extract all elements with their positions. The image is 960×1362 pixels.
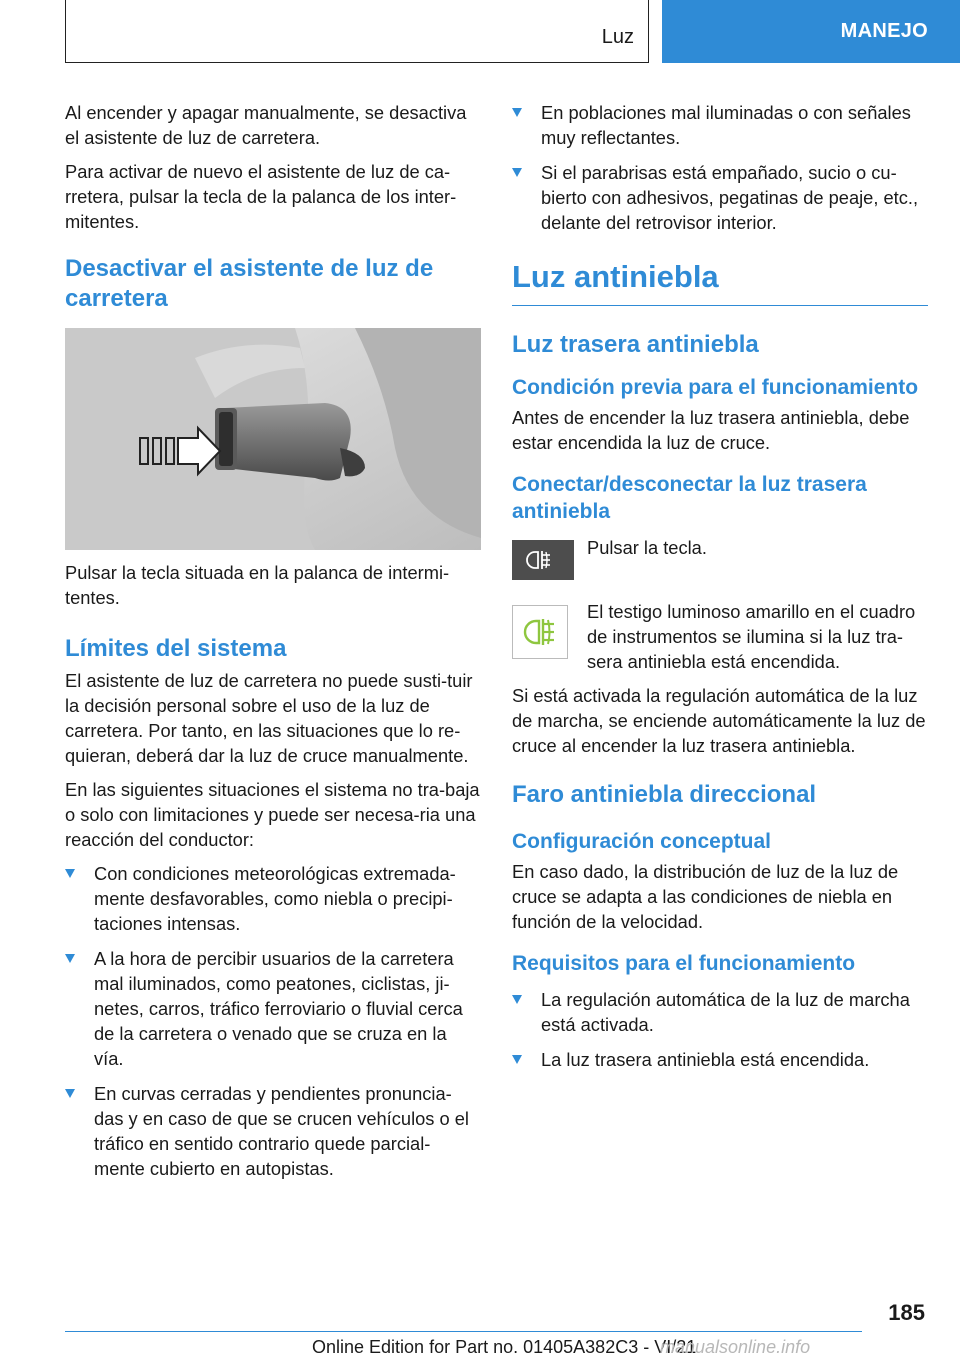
heading-directional: Faro antiniebla direccional (512, 781, 817, 808)
bullet-triangle-icon (65, 869, 75, 878)
paragraph: Antes de encender la luz trasera antiniebla, debe estar encendida la luz de cruce. (512, 407, 910, 453)
list-item-text: Con condiciones meteorológicas extremada‐mente desfavorables, como niebla o precipi‐taciones intensas. (94, 863, 456, 934)
bullet-triangle-icon (512, 168, 522, 177)
limitations-list (65, 861, 481, 1181)
heading-precondition: Condición previa para el funcionamiento (512, 376, 919, 399)
paragraph: En caso dado, la distribución de luz de la luz de cruce se adapta a las condiciones de niebla en función de la velocidad. (512, 861, 899, 932)
turn-signal-stalk-illustration-icon (65, 328, 481, 550)
bullet-triangle-icon (512, 995, 522, 1004)
button-instruction (512, 535, 928, 579)
turn-signal-illustration (65, 328, 481, 550)
right-column (512, 100, 928, 1082)
paragraph: Pulsar la tecla. (587, 537, 707, 558)
list-item (65, 1081, 481, 1181)
paragraph: Para activar de nuevo el asistente de luz de ca‐rretera, pulsar la tecla de la palanca de los inter‐mitentes. (65, 161, 457, 232)
list-item-text: La regulación automática de la luz de marcha está activada. (541, 989, 910, 1035)
list-item-text: La luz trasera antiniebla está encendida. (541, 1049, 870, 1070)
list-item-text: A la hora de percibir usuarios de la carretera mal iluminados, como peatones, ciclistas, ji‐netes, carros, tráfico ferroviario o fluvial cerca de la carretera o venado que se cruza en la vía. (94, 948, 463, 1069)
heading-requirements: Requisitos para el funcionamiento (512, 952, 856, 975)
bullet-triangle-icon (65, 1089, 75, 1098)
list-item (65, 946, 481, 1071)
header-chapter-tab (662, 0, 960, 63)
heading-toggle: Conectar/desconectar la luz trasera antiniebla (512, 473, 867, 523)
paragraph: El asistente de luz de carretera no puede susti‐tuir la decisión personal sobre el uso de la luz de carretera. Por tanto, en las situaciones que lo re‐quieran, deberá dar la luz de cruce manualmente. (65, 670, 473, 766)
list-item (512, 1047, 928, 1072)
heading-fog-light: Luz antiniebla (512, 259, 719, 294)
paragraph: En las siguientes situaciones el sistema no tra‐baja o solo con limitaciones y puede ser necesa‐ria una reacción del conductor: (65, 779, 480, 850)
rear-fog-light-button-icon (512, 540, 574, 580)
page-number: 185 (888, 1300, 925, 1325)
list-item (512, 987, 928, 1037)
list-item-text: Si el parabrisas está empañado, sucio o cu‐bierto con adhesivos, pegatinas de peaje, etc., delante del retrovisor interior. (541, 162, 919, 233)
header-chapter-label: MANEJO (840, 20, 928, 42)
list-item (65, 861, 481, 936)
footer-rule (65, 1331, 862, 1332)
bullet-triangle-icon (512, 1055, 522, 1064)
list-item (512, 160, 928, 235)
list-item-text: En poblaciones mal iluminadas o con señales muy reflectantes. (541, 102, 911, 148)
requirements-list (512, 987, 928, 1072)
footer-edition: Online Edition for Part no. 01405A382C3 - VI/21 (312, 1337, 697, 1357)
heading-concept: Configuración conceptual (512, 830, 772, 853)
indicator-instruction (512, 599, 928, 674)
paragraph: El testigo luminoso amarillo en el cuadro de instrumentos se ilumina si la luz tra‐sera antiniebla está encendida. (587, 601, 916, 672)
list-item-text: En curvas cerradas y pendientes pronuncia‐das y en caso de que se crucen vehículos o el tráfico en sentido contrario quede parcial‐mente cubierto en autopistas. (94, 1083, 469, 1179)
header-section-title: Luz (601, 26, 634, 48)
header-box (65, 0, 649, 63)
limitations-list-continued (512, 100, 928, 235)
heading-limits: Límites del sistema (65, 635, 287, 662)
paragraph: Si está activada la regulación automática de la luz de marcha, se enciende automáticamente la luz de cruce al encender la luz trasera antiniebla. (512, 685, 926, 756)
left-column (65, 100, 481, 1191)
watermark: manualsonline.info (660, 1337, 811, 1357)
bullet-triangle-icon (512, 108, 522, 117)
heading-rear-fog: Luz trasera antiniebla (512, 331, 759, 358)
heading-deactivate: Desactivar el asistente de luz de carretera (65, 255, 434, 312)
rear-fog-light-indicator-icon (512, 605, 568, 659)
heading-rule (512, 305, 928, 306)
paragraph: Al encender y apagar manualmente, se desactiva el asistente de luz de carretera. (65, 102, 467, 148)
illustration-caption: Pulsar la tecla situada en la palanca de intermi‐tentes. (65, 562, 450, 608)
list-item (512, 100, 928, 150)
bullet-triangle-icon (65, 954, 75, 963)
